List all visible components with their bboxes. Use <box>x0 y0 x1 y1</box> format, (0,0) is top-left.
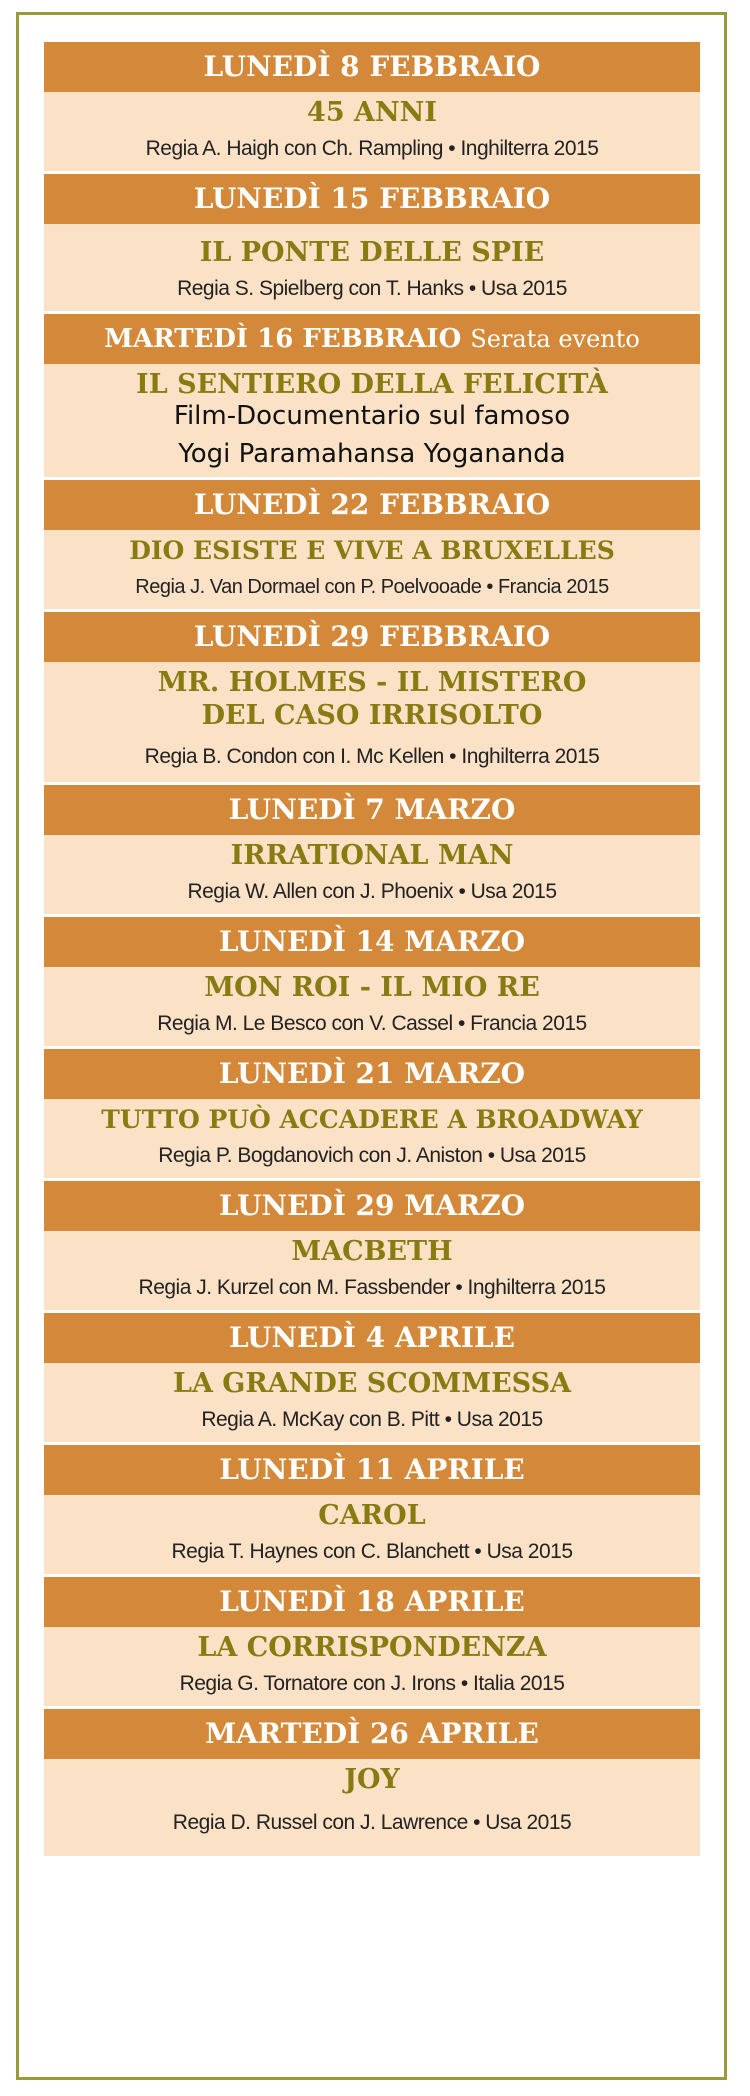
schedule-entry <box>44 1313 700 1445</box>
screening-date <box>44 314 700 364</box>
schedule-entry <box>44 1181 700 1313</box>
schedule-entry <box>44 1445 700 1577</box>
film-credits: Regia A. Haigh con Ch. Rampling • Inghilterra 2015 <box>145 137 599 160</box>
schedule-entry <box>44 42 700 174</box>
schedule-entry <box>44 1577 700 1709</box>
schedule-entry <box>44 174 700 314</box>
film-credits: Regia B. Condon con I. Mc Kellen • Inghilterra 2015 <box>144 745 600 768</box>
film-title-line1: MR. HOLMES - IL MISTERO <box>157 667 587 698</box>
film-title-line2: DEL CASO IRRISOLTO <box>201 700 543 731</box>
film-credits: Regia G. Tornatore con J. Irons • Italia 2015 <box>179 1672 565 1695</box>
screening-date: LUNEDÌ 7 MARZO <box>44 785 700 835</box>
screening-date: MARTEDÌ 26 APRILE <box>44 1709 700 1759</box>
screening-date: LUNEDÌ 22 FEBBRAIO <box>44 480 700 530</box>
schedule-entry <box>44 917 700 1049</box>
film-title: MON ROI - IL MIO RE <box>204 972 540 1003</box>
film-title: JOY <box>344 1764 400 1795</box>
schedule-entry <box>44 314 700 480</box>
screening-date: LUNEDÌ 8 FEBBRAIO <box>44 42 700 92</box>
film-credits: Regia T. Haynes con C. Blanchett • Usa 2015 <box>171 1540 573 1563</box>
film-title: MACBETH <box>291 1236 453 1267</box>
film-title: TUTTO PUÒ ACCADERE A BROADWAY <box>101 1105 643 1134</box>
film-title: CAROL <box>318 1500 426 1531</box>
schedule-entry <box>44 785 700 917</box>
film-credits: Regia S. Spielberg con T. Hanks • Usa 2015 <box>177 277 567 300</box>
schedule-entry <box>44 1049 700 1181</box>
schedule-entry <box>44 612 700 785</box>
screening-date: LUNEDÌ 15 FEBBRAIO <box>44 174 700 224</box>
film-title: IL SENTIERO DELLA FELICITÀ <box>136 369 608 400</box>
screening-date: LUNEDÌ 4 APRILE <box>44 1313 700 1363</box>
film-credits: Regia J. Van Dormael con P. Poelvooade • Francia 2015 <box>135 576 609 598</box>
event-label: Serata evento <box>470 325 640 353</box>
screening-date: LUNEDÌ 21 MARZO <box>44 1049 700 1099</box>
schedule-entry <box>44 480 700 612</box>
film-title: DIO ESISTE E VIVE A BRUXELLES <box>129 536 615 565</box>
film-title: 45 ANNI <box>307 97 437 128</box>
screening-date: LUNEDÌ 29 FEBBRAIO <box>44 612 700 662</box>
screening-date: LUNEDÌ 29 MARZO <box>44 1181 700 1231</box>
film-credits: Regia A. McKay con B. Pitt • Usa 2015 <box>201 1408 543 1431</box>
film-credits: Regia P. Bogdanovich con J. Aniston • Usa 2015 <box>158 1144 586 1167</box>
film-title: IRRATIONAL MAN <box>230 840 514 871</box>
screening-date: LUNEDÌ 18 APRILE <box>44 1577 700 1627</box>
film-credits: Regia W. Allen con J. Phoenix • Usa 2015 <box>187 880 557 903</box>
film-credits: Regia M. Le Besco con V. Cassel • Francia 2015 <box>157 1012 587 1035</box>
documentary-description-line2: Yogi Paramahansa Yogananda <box>178 439 566 469</box>
film-title: LA GRANDE SCOMMESSA <box>172 1368 572 1399</box>
film-schedule-list <box>44 42 700 1856</box>
screening-date: LUNEDÌ 11 APRILE <box>44 1445 700 1495</box>
screening-date-text: MARTEDÌ 16 FEBBRAIO <box>104 324 462 354</box>
film-title: IL PONTE DELLE SPIE <box>199 237 545 268</box>
film-credits: Regia D. Russel con J. Lawrence • Usa 2015 <box>172 1811 572 1834</box>
screening-date: LUNEDÌ 14 MARZO <box>44 917 700 967</box>
schedule-entry <box>44 1709 700 1856</box>
film-title: LA CORRISPONDENZA <box>197 1632 547 1663</box>
film-credits: Regia J. Kurzel con M. Fassbender • Inghilterra 2015 <box>138 1276 606 1299</box>
documentary-description-line1: Film-Documentario sul famoso <box>173 401 571 431</box>
